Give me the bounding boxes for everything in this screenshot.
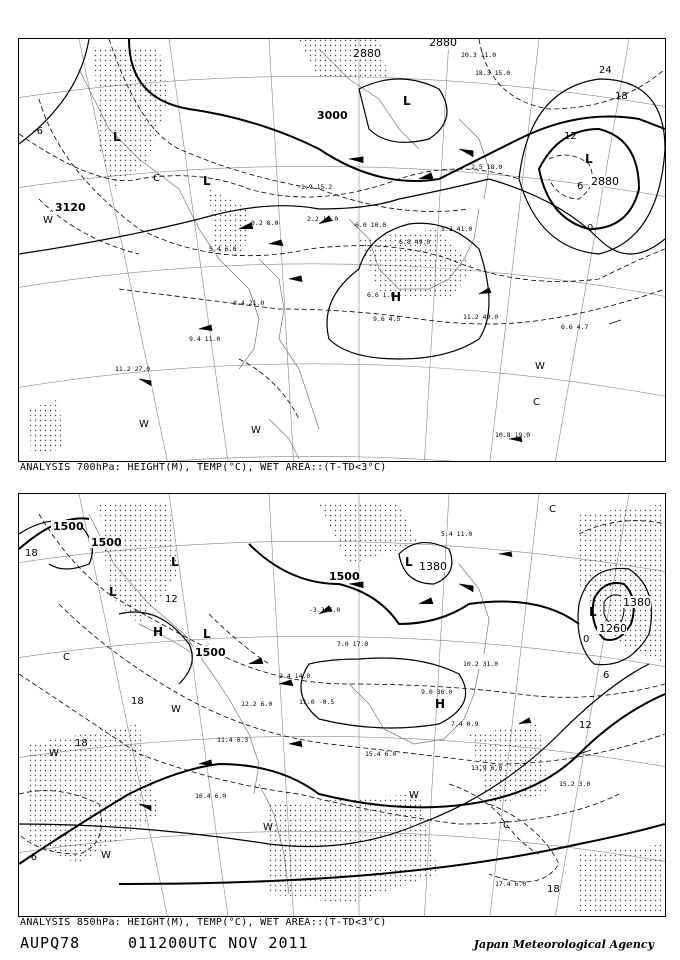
station-value: 2.5 18.0 [471,163,503,171]
station-value: -1.9 15.2 [297,183,333,191]
station-value: 11.2 27.0 [115,365,151,373]
station-value: 7.4 0.9 [451,720,479,728]
contour-label: 1260 [599,622,627,635]
high-center: H [435,697,446,711]
low-center: L [403,94,411,108]
caption-700hpa: ANALYSIS 700hPa: HEIGHT(M), TEMP(°C), WET AREA::(T-TD<3°C) [20,462,387,473]
warm-center: W [43,215,53,226]
station-value: 5.4 6.0 [209,245,237,253]
contour-label: 1500 [91,536,122,549]
low-center: L [109,585,117,599]
contour-label: 3120 [55,201,86,214]
contour-label: 2880 [353,47,381,60]
station-value: 0.2 8.0 [251,219,279,227]
warm-center: W [263,822,273,833]
station-value: 9.4 11.0 [189,335,221,343]
cold-center: C [63,652,70,663]
pressure-centers [113,94,593,304]
isotherm-label: 18 [547,884,560,895]
station-value: 9.6 4.5 [373,315,401,323]
low-center: L [585,152,593,166]
low-center: L [203,174,211,188]
station-value: 5.4 11.0 [441,530,473,538]
cold-center: C [533,397,540,408]
isotherm-label: 0 [587,223,594,234]
weather-map-700hpa [19,39,665,461]
isotherm-label: 24 [599,65,612,76]
high-center: H [391,290,402,304]
contour-label: 1500 [329,570,360,583]
station-value: 8.4 21.0 [233,299,265,307]
contour-label: 2880 [429,39,457,49]
high-center: H [153,625,164,639]
analysis-datetime: 011200UTC NOV 2011 [128,934,309,952]
station-value: 9.0 36.0 [421,688,453,696]
isotherm-label: 12 [564,131,577,142]
station-value: 11.0 -0.5 [299,698,335,706]
station-value: 17.4 6.0 [495,880,527,888]
station-value: -3.3 6.0 [309,606,341,614]
low-center: L [171,555,179,569]
station-value: 11.2 49.0 [463,313,499,321]
isotherm-label: 6 [603,670,610,681]
low-center: L [113,130,121,144]
station-value: 10.8 19.0 [495,431,531,439]
station-value: 2.2 10.0 [307,215,339,223]
station-value: 6.6 4.7 [561,323,589,331]
warm-center: W [49,748,59,759]
contour-label: 1500 [53,520,84,533]
warm-center: W [535,361,545,372]
cold-center: C [549,504,556,515]
isotherm-label: 6 [577,181,584,192]
warm-center: W [171,704,181,715]
warm-center: W [409,790,419,801]
contour-label: 1380 [623,596,651,609]
station-value: 20.3 11.0 [461,51,497,59]
isotherm-label: 0 [583,634,590,645]
isotherm-label: -6 [33,126,43,137]
station-value: 18.3 15.0 [475,69,511,77]
wet-area [29,504,665,914]
station-value: 11.4 0.3 [217,736,249,744]
isotherm-label: 18 [75,738,88,749]
caption-850hpa: ANALYSIS 850hPa: HEIGHT(M), TEMP(°C), WET AREA::(T-TD<3°C) [20,917,387,928]
station-value: 6.6 1.8 [367,291,395,299]
station-value: 7.0 17.0 [337,640,369,648]
warm-center: W [101,850,111,861]
map-panel-700hpa [18,38,666,462]
isotherm-label: 12 [165,594,178,605]
station-value: 12.2 6.0 [241,700,273,708]
contour-label: 3000 [317,109,348,122]
contour-label: 1380 [419,560,447,573]
isotherm-label: 18 [615,91,628,102]
contour-label: 2880 [591,175,619,188]
warm-center: W [251,425,261,436]
agency-name: Japan Meteorological Agency [473,938,654,951]
station-value: 15.4 6.0 [365,750,397,758]
isotherm-label: -6 [27,852,37,863]
weather-map-850hpa [19,494,665,916]
low-center: L [203,627,211,641]
station-value: 6.8 49.0 [399,238,431,246]
station-value: 13.9 6.0 [471,764,503,772]
warm-center: W [139,419,149,430]
station-value: 5.2 41.0 [441,225,473,233]
isotherm-label: 18 [131,696,144,707]
cold-center: C [503,820,510,831]
station-value: 10.2 31.0 [463,660,499,668]
low-center: L [589,605,597,619]
contour-label: 1500 [195,646,226,659]
station-value: 16.4 6.0 [195,792,227,800]
isotherm-label: 18 [25,548,38,559]
station-value: 15.2 3.0 [559,780,591,788]
cold-center: C [153,173,160,184]
station-value: 2.4 14.0 [279,672,311,680]
chart-code: AUPQ78 [20,934,81,952]
isotherm-label: 12 [579,720,592,731]
station-value: 6.0 10.0 [355,221,387,229]
low-center: L [405,555,413,569]
map-panel-850hpa [18,493,666,917]
